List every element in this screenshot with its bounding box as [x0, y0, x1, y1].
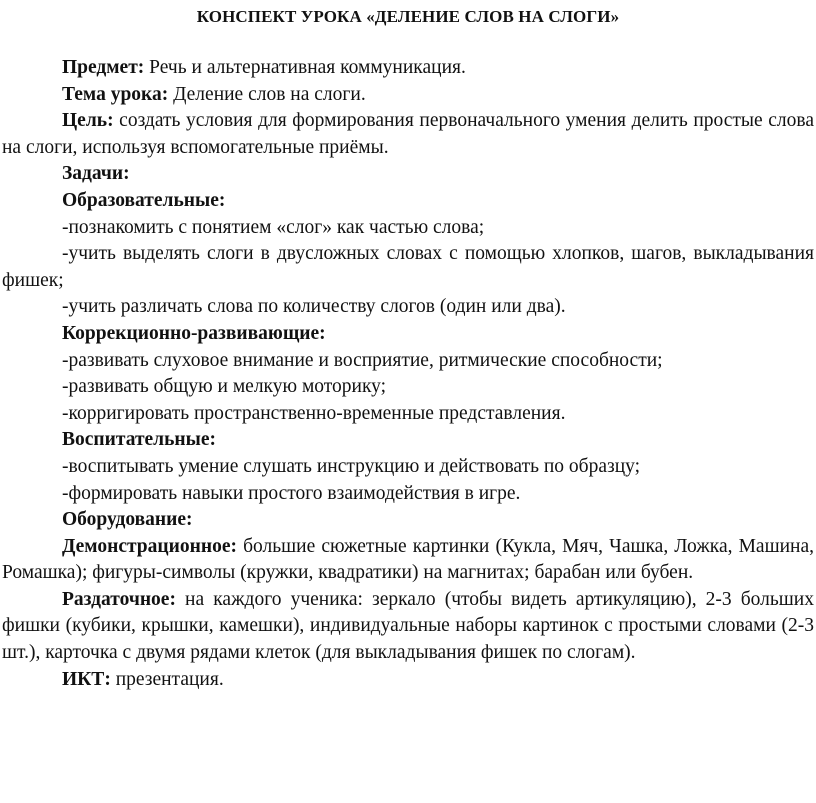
subject-value: Речь и альтернативная коммуникация.	[144, 57, 466, 78]
handout-label: Раздаточное:	[62, 588, 176, 610]
page-title: КОНСПЕКТ УРОКА «ДЕЛЕНИЕ СЛОВ НА СЛОГИ»	[196, 7, 620, 26]
goal-label: Цель:	[62, 110, 114, 132]
demonstration-value: большие сюжетные картинки (Кукла, Мяч, Чашка, Ложка, Машина, Ромашка); фигуры-символы (кружки, квадратики) на магнитах; барабан или бубен.	[2, 535, 814, 584]
tasks-heading-text: Задачи:	[62, 163, 130, 185]
upbringing-heading-text: Воспитательные:	[62, 429, 217, 451]
upbringing-item: -формировать навыки простого взаимодействия в игре.	[62, 482, 521, 504]
ict-line	[2, 667, 814, 694]
educational-heading-text: Образовательные:	[62, 189, 226, 211]
demonstration-line	[2, 534, 814, 587]
correctional-item: -корригировать пространственно-временные представления.	[62, 402, 566, 424]
educational-heading	[2, 188, 814, 215]
equipment-heading-text: Оборудование:	[62, 509, 193, 531]
subject-line	[2, 55, 814, 82]
goal-value: создать условия для формирования первоначального умения делить простые слова на слоги, используя вспомогательные приёмы.	[2, 110, 814, 158]
educational-item: -учить выделять слоги в двусложных словах с помощью хлопков, шагов, выкладывания фишек;	[2, 243, 814, 291]
tasks-heading	[2, 161, 814, 188]
correctional-heading	[2, 321, 814, 348]
demonstration-label: Демонстрационное:	[62, 535, 237, 557]
subject-label: Предмет:	[62, 57, 145, 78]
equipment-heading	[2, 507, 814, 534]
correctional-item: -развивать общую и мелкую моторику;	[62, 376, 387, 398]
correctional-heading-text: Коррекционно-развивающие:	[62, 322, 326, 344]
topic-label: Тема урока:	[62, 83, 169, 105]
topic-line	[2, 82, 814, 109]
handout-line	[2, 587, 814, 667]
upbringing-heading	[2, 427, 814, 454]
educational-item: -познакомить с понятием «слог» как частью слова;	[62, 216, 485, 238]
topic-value: Деление слов на слоги.	[168, 83, 366, 105]
educational-item: -учить различать слова по количеству слогов (один или два).	[62, 296, 566, 318]
handout-value: на каждого ученика: зеркало (чтобы видеть артикуляцию), 2-3 больших фишки (кубики, крышки, камешки), индивидуальные наборы картинок с простыми словами (2-3 шт.), карточка с двумя рядами клеток (для выкладывания фишек по слогам).	[2, 588, 814, 664]
goal-line	[2, 108, 814, 161]
ict-value: презентация.	[110, 668, 224, 690]
correctional-item: -развивать слуховое внимание и восприятие, ритмические способности;	[62, 349, 663, 371]
ict-label: ИКТ:	[62, 668, 111, 690]
upbringing-item: -воспитывать умение слушать инструкцию и действовать по образцу;	[62, 455, 641, 477]
